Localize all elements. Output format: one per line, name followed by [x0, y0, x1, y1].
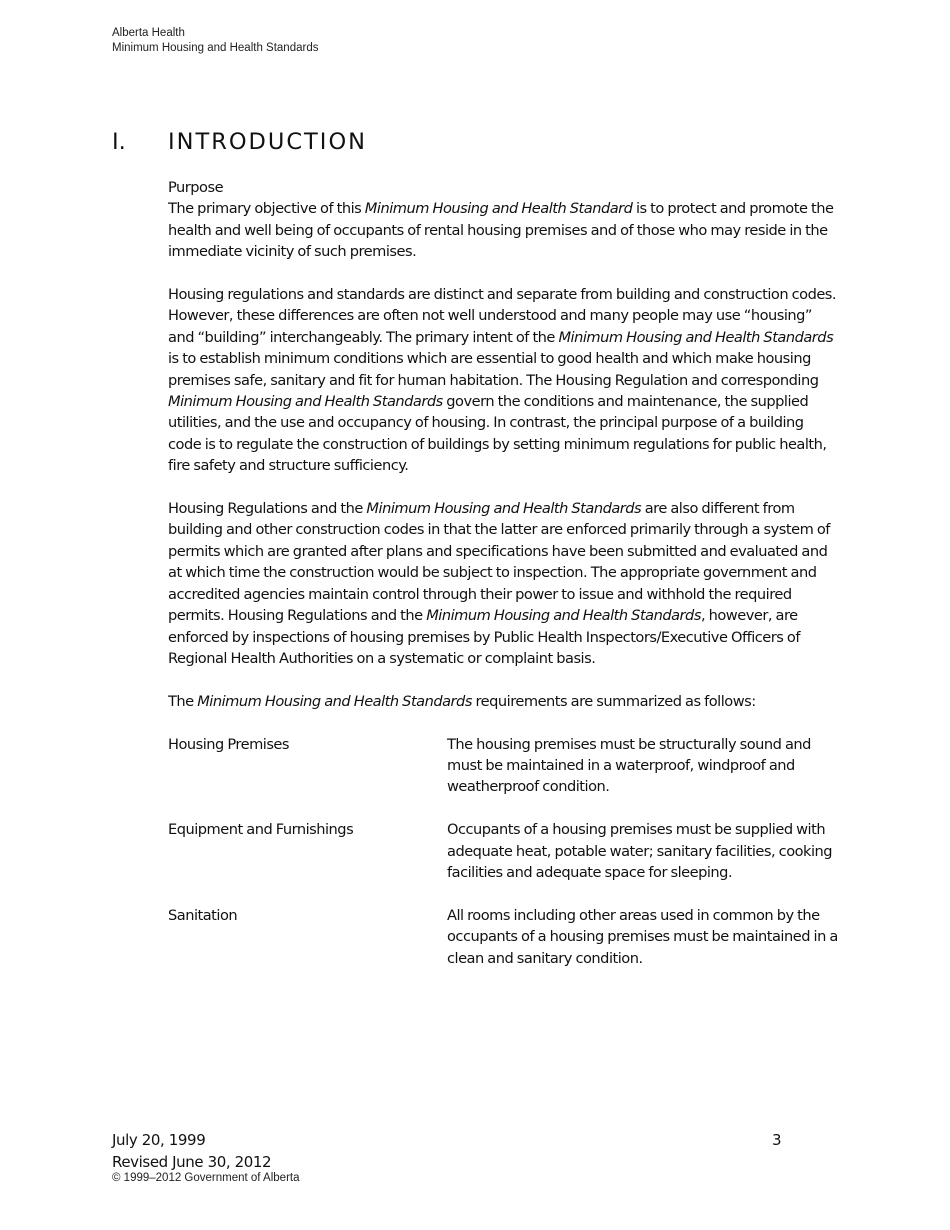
standard-title-italic: Minimum Housing and Health Standards — [168, 393, 443, 411]
requirement-label: Sanitation — [168, 906, 238, 924]
requirement-label: Equipment and Furnishings — [168, 821, 354, 839]
page-number: 3 — [772, 1131, 782, 1149]
main-content — [168, 177, 840, 990]
standard-title-italic: Minimum Housing and Health Standards — [558, 328, 834, 346]
paragraph-text: is to establish minimum conditions which are essential to good health and which make housing premises safe, sanitary and fit for human habitation. The Housing Regulation and corresponding — [168, 350, 819, 389]
footer-dates — [112, 1130, 271, 1173]
requirement-row — [168, 819, 840, 883]
paragraph-text: Housing regulations and standards are distinct and separate from building and construction codes. However, these differences are often not well understood and many people may use “housing” and “building” interchangeably. The primary intent of the — [168, 286, 837, 346]
requirement-text: The housing premises must be structurally sound and must be maintained in a waterproof, windproof and weatherproof condition. — [447, 735, 811, 796]
purpose-heading: Purpose — [168, 179, 224, 196]
requirement-text: Occupants of a housing premises must be supplied with adequate heat, potable water; sanitary facilities, cooking facilities and adequate space for sleeping. — [447, 821, 833, 881]
paragraph-text: requirements are summarized as follows: — [471, 692, 756, 710]
requirement-row — [168, 734, 840, 798]
paragraph-enforcement — [168, 498, 840, 669]
section-title: INTRODUCTION — [168, 129, 367, 155]
footer-revised: Revised June 30, 2012 — [112, 1152, 272, 1171]
footer-date: July 20, 1999 — [112, 1131, 206, 1149]
standard-title-italic: Minimum Housing and Health Standards — [366, 500, 642, 518]
requirement-row — [168, 905, 840, 969]
running-header — [112, 26, 318, 56]
requirement-text: All rooms including other areas used in common by the occupants of a housing premises must be maintained in a clean and sanitary condition. — [447, 906, 838, 967]
paragraph-text: is to protect and promote the health and well being of occupants of rental housing premises and of those who may reside in the immediate vicinity of such premises. — [168, 200, 834, 261]
standard-title-italic: Minimum Housing and Health Standards — [426, 607, 701, 625]
paragraph-text: The — [168, 692, 198, 710]
standard-title-italic: Minimum Housing and Health Standard — [364, 200, 633, 218]
paragraph-text: govern the conditions and maintenance, the supplied utilities, and the use and occupancy of housing. In contrast, the principal purpose of a building code is to regulate the construction of buildings by setting minimum regulations for public health, fire safety and structure sufficiency. — [168, 393, 827, 475]
section-heading — [112, 129, 367, 155]
copyright: © 1999–2012 Government of Alberta — [112, 1172, 300, 1184]
header-org: Alberta Health — [112, 27, 185, 39]
paragraph-text: , however, are enforced by inspections of housing premises by Public Health Inspectors/Executive Officers of Regional Health Authorities on a systematic or complaint basis. — [168, 607, 800, 667]
paragraph-text: The primary objective of this — [168, 200, 365, 218]
header-doc-title: Minimum Housing and Health Standards — [112, 42, 319, 54]
paragraph-objective — [168, 198, 840, 262]
paragraph-text: are also different from building and other construction codes in that the latter are enforced primarily through a system of permits which are granted after plans and specifications have been submitted and evaluated and at which time the construction would be subject to inspection. The appropriate government and accredited agencies maintain control through their power to issue and withhold the required permits. Housing Regulations and the — [168, 500, 830, 625]
paragraph-distinction — [168, 284, 840, 477]
standard-title-italic: Minimum Housing and Health Standards — [197, 692, 472, 710]
paragraph-text: Housing Regulations and the — [168, 500, 367, 518]
section-number: I. — [112, 129, 126, 155]
paragraph-summary-intro — [168, 691, 840, 712]
requirement-label: Housing Premises — [168, 735, 290, 753]
